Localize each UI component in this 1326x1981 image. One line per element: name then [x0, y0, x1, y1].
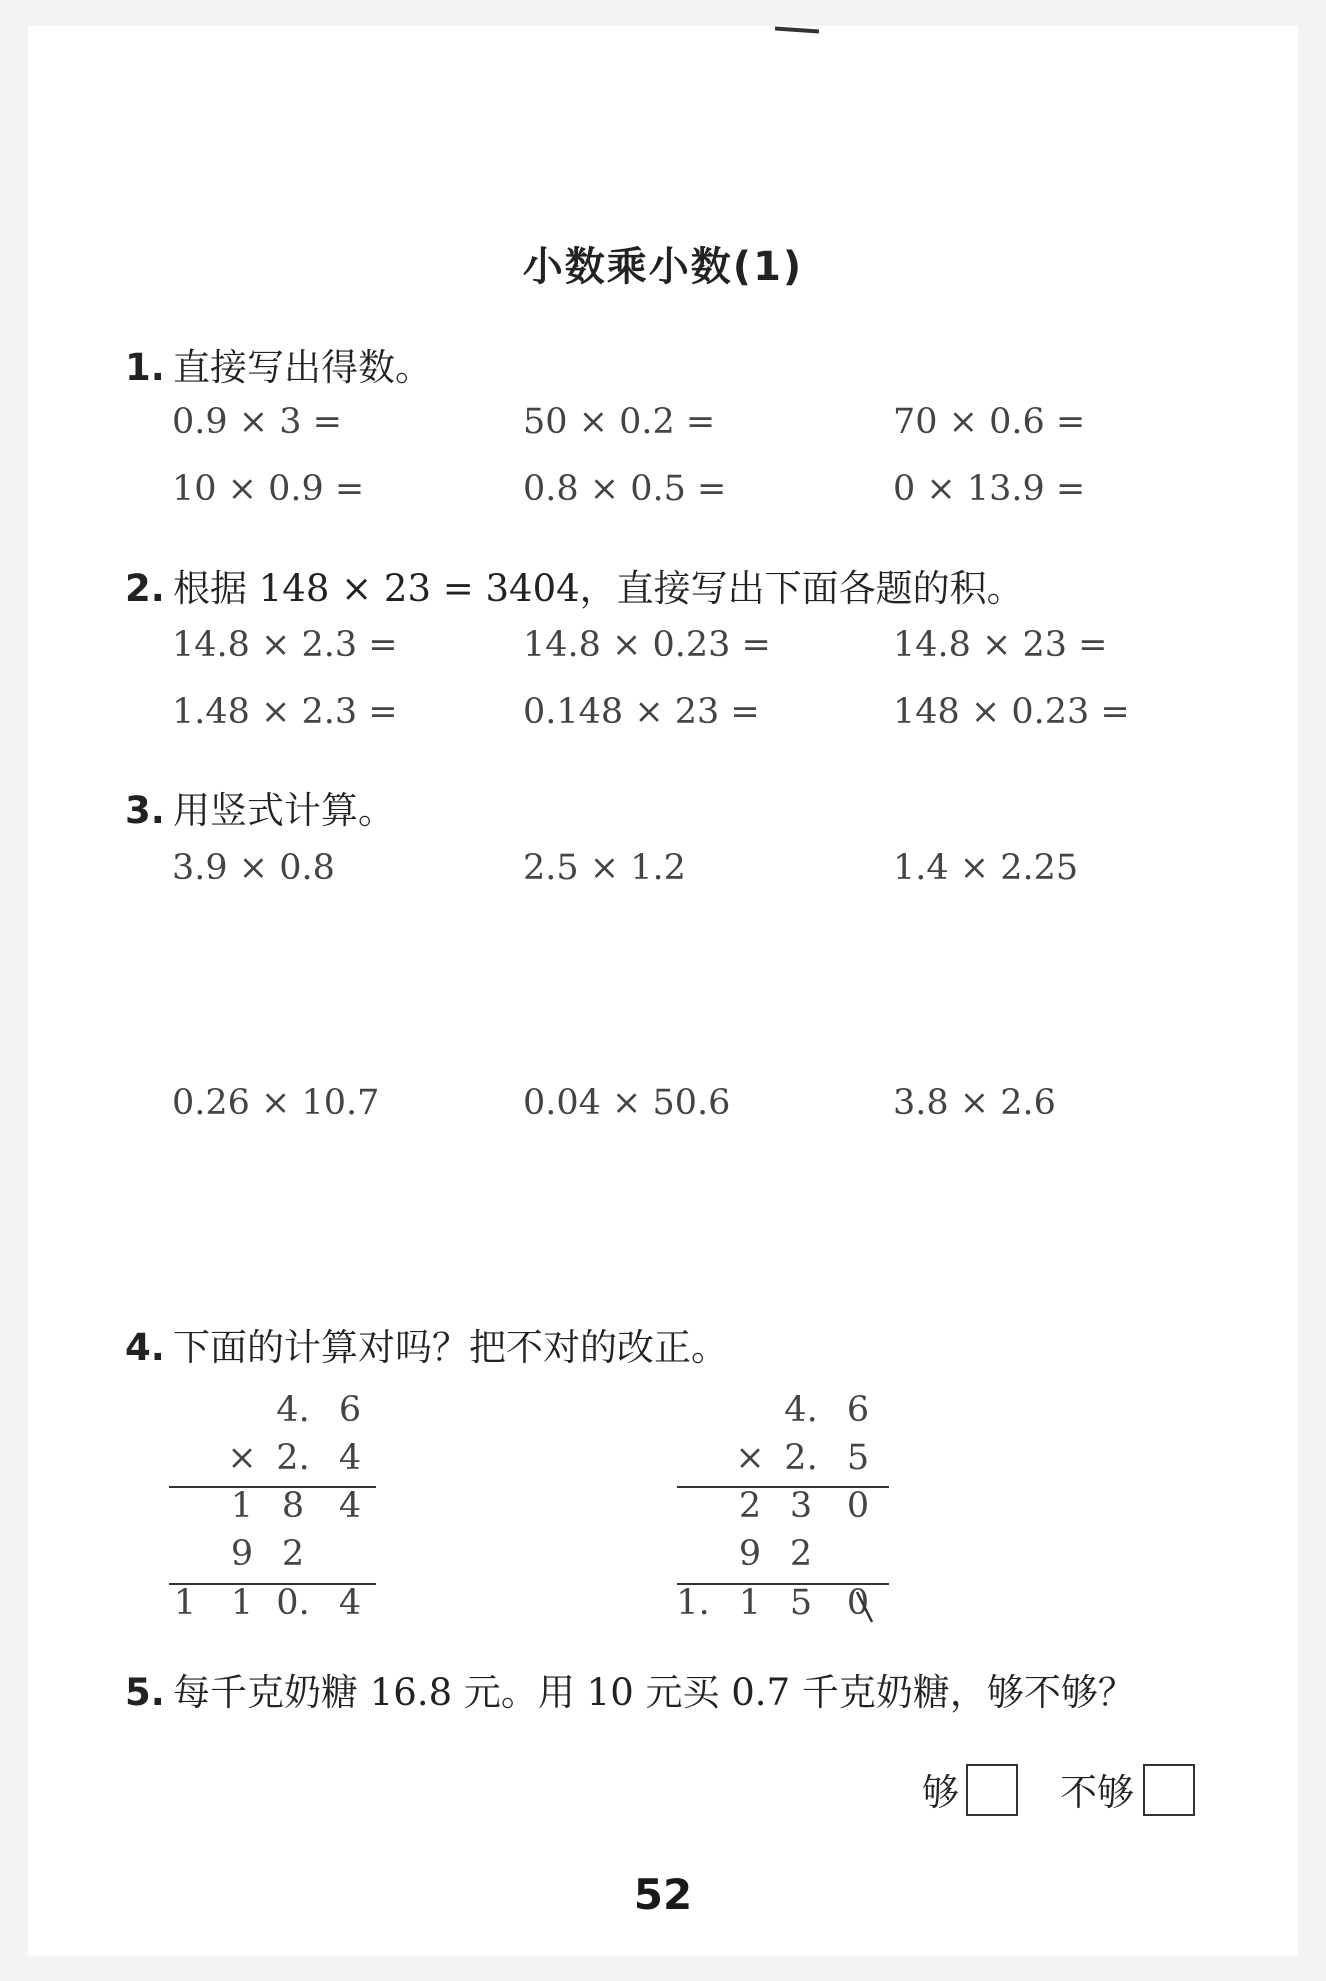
q1-item: 0 × 13.9 = [893, 469, 1086, 509]
question-4-heading [125, 1317, 728, 1371]
q3-item: 3.8 × 2.6 [893, 1083, 1056, 1123]
calc-digit: 4. [276, 1390, 310, 1430]
option-yes-label: 够 [922, 1771, 959, 1814]
calc-digit: 1 [738, 1583, 762, 1623]
q1-item: 10 × 0.9 = [172, 469, 365, 509]
calc-digit: 4 [338, 1583, 362, 1623]
calc-digit: 4 [338, 1438, 362, 1478]
calc-digit: 1 [173, 1583, 197, 1623]
question-prompt: 直接写出得数。 [173, 346, 432, 389]
question-number: 3. [125, 789, 165, 832]
option-no-label: 不够 [1060, 1771, 1134, 1814]
q1-item: 0.8 × 0.5 = [523, 469, 727, 509]
question-2-heading [125, 558, 1024, 612]
q2-item: 14.8 × 2.3 = [172, 625, 398, 665]
calc-digit: 1 [230, 1583, 254, 1623]
question-number: 5. [125, 1671, 165, 1714]
calc-digit: 2 [281, 1534, 305, 1574]
question-prompt: 用竖式计算。 [173, 789, 395, 832]
question-number: 1. [125, 346, 165, 389]
q3-item: 1.4 × 2.25 [893, 848, 1079, 888]
q3-item: 2.5 × 1.2 [523, 848, 686, 888]
q2-item: 148 × 0.23 = [893, 692, 1130, 732]
question-5-heading [125, 1662, 1135, 1716]
calc-digit: 8 [281, 1486, 305, 1526]
q3-item: 0.26 × 10.7 [172, 1083, 380, 1123]
calc-digit: 4. [784, 1390, 818, 1430]
calc-digit: 0 [846, 1486, 870, 1526]
calc-digit: 2 [789, 1534, 813, 1574]
q1-item: 0.9 × 3 = [172, 402, 342, 442]
calc-digit: 6 [338, 1390, 362, 1430]
question-number: 2. [125, 567, 165, 610]
page-title: 小数乘小数(1) [522, 244, 804, 290]
calc-digit: 5 [789, 1583, 813, 1623]
question-3-heading [125, 780, 395, 834]
calc-digit: 9 [230, 1534, 254, 1574]
calc-digit: 2. [784, 1438, 818, 1478]
calc-digit: 0. [276, 1583, 310, 1623]
question-number: 4. [125, 1326, 165, 1369]
calc-digit: 1. [676, 1583, 710, 1623]
calc-digit: 6 [846, 1390, 870, 1430]
q1-item: 70 × 0.6 = [893, 402, 1086, 442]
question-prompt: 下面的计算对吗？把不对的改正。 [173, 1326, 728, 1369]
calc-digit: × [735, 1438, 765, 1478]
calc-digit: × [227, 1438, 257, 1478]
question-1-heading [125, 337, 432, 391]
page-number: 52 [633, 1870, 693, 1919]
strike-mark [854, 1588, 876, 1626]
q2-item: 0.148 × 23 = [523, 692, 760, 732]
calc-digit: 1 [230, 1486, 254, 1526]
calc-digit: 3 [789, 1486, 813, 1526]
option-yes-checkbox[interactable] [966, 1764, 1018, 1816]
q3-item: 3.9 × 0.8 [172, 848, 335, 888]
q2-item: 1.48 × 2.3 = [172, 692, 398, 732]
calc-digit: 5 [846, 1438, 870, 1478]
calc-digit: 2 [738, 1486, 762, 1526]
calc-digit: 4 [338, 1486, 362, 1526]
question-prompt: 根据 148 × 23 = 3404，直接写出下面各题的积。 [173, 567, 1024, 610]
calc-digit: 2. [276, 1438, 310, 1478]
calc-digit: 0 [846, 1583, 870, 1623]
q3-item: 0.04 × 50.6 [523, 1083, 731, 1123]
q1-item: 50 × 0.2 = [523, 402, 716, 442]
question-prompt: 每千克奶糖 16.8 元。用 10 元买 0.7 千克奶糖，够不够？ [173, 1671, 1135, 1714]
calc-digit: 9 [738, 1534, 762, 1574]
option-no-checkbox[interactable] [1143, 1764, 1195, 1816]
q2-item: 14.8 × 0.23 = [523, 625, 771, 665]
q2-item: 14.8 × 23 = [893, 625, 1108, 665]
